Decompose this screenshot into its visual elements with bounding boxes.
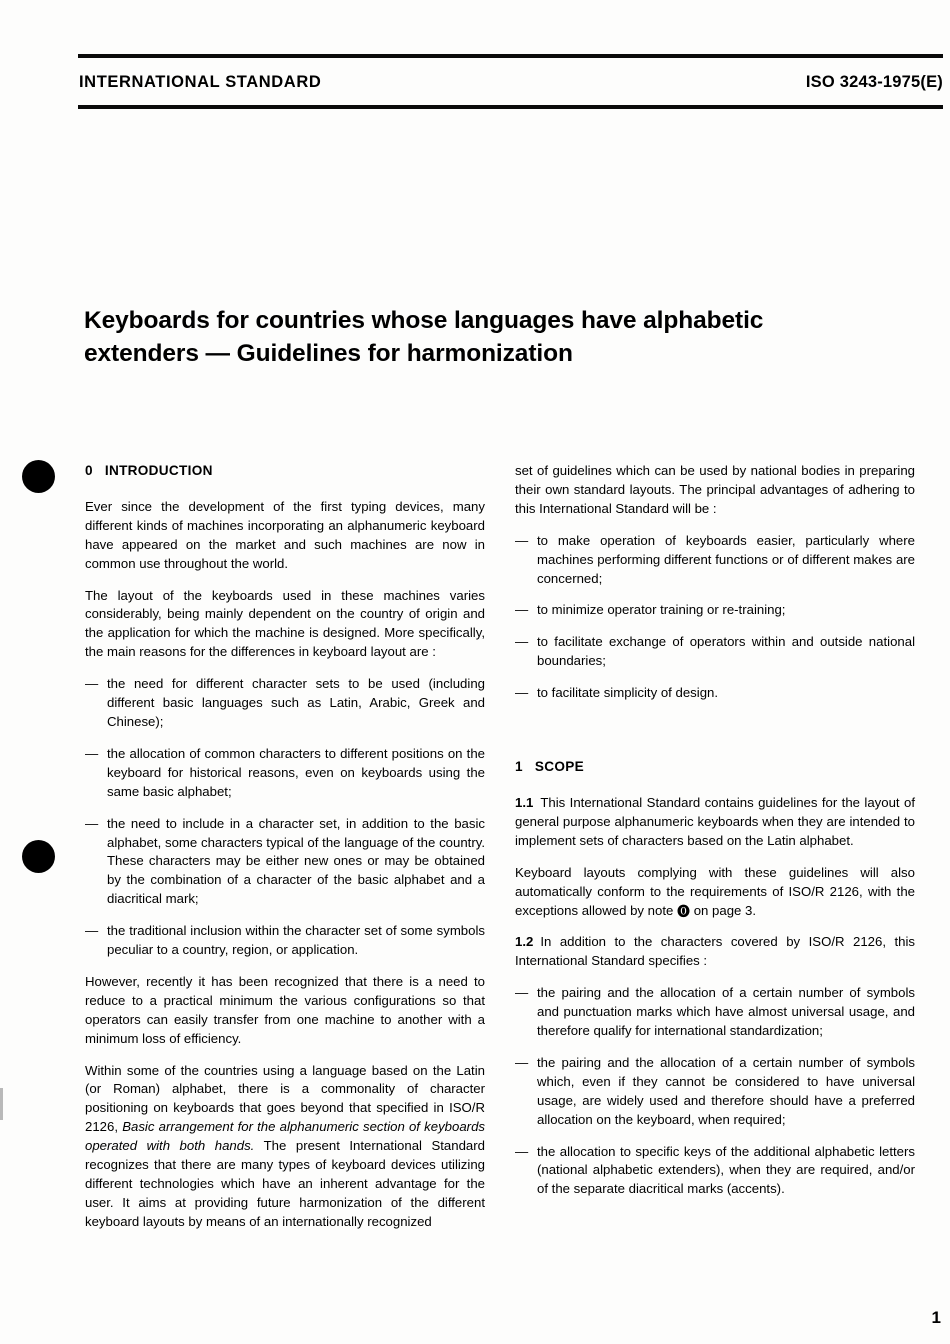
header-rule-bottom <box>78 105 943 109</box>
section-title-introduction: INTRODUCTION <box>104 463 213 478</box>
scope-conformance-part-2: on page 3. <box>690 902 757 918</box>
page-number: 1 <box>931 1308 941 1327</box>
advantage-bullet-3 <box>515 633 915 671</box>
intro-paragraph-3: However, recently it has been recognized that there is a need to reduce to a practical minimum the various configurations so that operators can easily transfer from one machine to another with a minimum loss of efficiency. <box>85 973 485 1046</box>
scope-bullet-1-text: the pairing and the allocation of a certain number of symbols and punctuation marks which have almost universal usage, and therefore qualify for international standardization; <box>537 985 915 1039</box>
margin-dot-lower <box>22 840 55 873</box>
dash-icon: — <box>515 1054 529 1070</box>
dash-icon: — <box>85 676 99 692</box>
clause-1-1-number: 1.1 <box>515 794 534 810</box>
right-column <box>515 462 915 1199</box>
page-edge-artifact <box>0 1088 3 1120</box>
header-standard-number: ISO 3243-1975(E) <box>805 73 943 91</box>
advantage-bullet-1 <box>515 532 915 589</box>
intro-bullet-2 <box>85 745 485 802</box>
dash-icon: — <box>515 634 529 650</box>
section-spacer <box>515 716 915 758</box>
clause-1-1 <box>515 794 915 851</box>
dash-icon: — <box>85 745 99 761</box>
section-number-1: 1 <box>515 759 523 775</box>
margin-dot-upper <box>22 460 55 493</box>
dash-icon: — <box>515 532 529 548</box>
advantage-bullet-2-text: to minimize operator training or re-training; <box>537 602 786 618</box>
advantage-bullet-3-text: to facilitate exchange of operators within and outside national boundaries; <box>537 634 915 669</box>
advantage-bullet-2 <box>515 601 915 620</box>
dash-icon: — <box>515 1143 529 1159</box>
scope-conformance-part-1: Keyboard layouts complying with these guidelines will also automatically conform to the requirements of ISO/R 2126, with the exceptions allowed by note <box>515 864 915 918</box>
clause-1-2 <box>515 933 915 971</box>
advantage-bullet-1-text: to make operation of keyboards easier, particularly where machines performing different functions or of different makes are concerned; <box>537 532 915 586</box>
scope-bullet-2-text: the pairing and the allocation of a certain number of symbols which, even if they cannot be considered to have universal usage, are widely used and therefore should have a preferred allocation on the keyboard, when required; <box>537 1054 915 1127</box>
intro-paragraph-4-part-1: Within some of the countries using a language based on the Latin (or Roman) alphabet, there is a commonality of character positioning on keyboards that goes beyond that specified in ISO/R 2126, <box>85 1062 485 1135</box>
scope-bullet-3 <box>515 1143 915 1200</box>
header-document-type: INTERNATIONAL STANDARD <box>79 73 322 91</box>
left-column <box>85 462 485 1232</box>
section-heading-introduction <box>85 462 485 481</box>
dash-icon: — <box>85 923 99 939</box>
intro-bullet-1 <box>85 675 485 732</box>
scope-bullet-1 <box>515 984 915 1041</box>
advantage-bullet-4-text: to facilitate simplicity of design. <box>537 685 719 701</box>
circled-six-note-icon: ⓿ <box>677 903 691 919</box>
intro-bullet-4 <box>85 922 485 960</box>
section-heading-scope <box>515 758 915 777</box>
referenced-standard-title: Basic arrangement for the alphanumeric section of keyboards operated with both hands. <box>85 1119 485 1154</box>
intro-bullet-4-text: the traditional inclusion within the character set of some symbols peculiar to a country, region, or application. <box>107 923 485 958</box>
dash-icon: — <box>515 985 529 1001</box>
intro-paragraph-4 <box>85 1062 485 1232</box>
intro-bullet-2-text: the allocation of common characters to different positions on the keyboard for historical reasons, even on keyboards using the same basic alphabet; <box>107 745 485 799</box>
intro-paragraph-4-part-2: The present International Standard recognizes that there are many types of keyboard devices utilizing different technologies which have an inherent advantage for the user. It aims at providing future harmonization of the different keyboard layouts by means of an internationally recognized <box>85 1138 485 1229</box>
header-rule-top <box>78 54 943 58</box>
clause-1-2-text: In addition to the characters covered by ISO/R 2126, this International Standard specifies : <box>515 934 915 969</box>
advantage-bullet-4 <box>515 684 915 703</box>
intro-bullet-3 <box>85 815 485 910</box>
dash-icon: — <box>515 685 529 701</box>
page-title: Keyboards for countries whose languages have alphabetic extenders — Guidelines for harmonization <box>84 307 764 368</box>
section-number-0: 0 <box>85 463 93 478</box>
clause-1-2-number: 1.2 <box>515 934 534 950</box>
intro-bullet-3-text: the need to include in a character set, in addition to the basic alphabet, some characters typical of the language of the country. These characters may be either new ones or may be obtained by the combination of a character of the basic alphabet and a diacritical mark; <box>107 815 485 907</box>
clause-1-1-text: This International Standard contains guidelines for the layout of general purpose alphanumeric keyboards when they are intended to implement sets of characters based on the Latin alphabet. <box>515 794 915 848</box>
intro-paragraph-1: Ever since the development of the first typing devices, many different kinds of machines incorporating an alphanumeric keyboard have appeared on the market and such machines are now in common use throughout the world. <box>85 498 485 571</box>
scope-conformance-paragraph <box>515 864 915 921</box>
intro-paragraph-2: The layout of the keyboards used in these machines varies considerably, being mainly dependent on the country of origin and the application for which the machine is designed. More specifically, the main reasons for the differences in keyboard layout are : <box>85 587 485 660</box>
scope-bullet-2 <box>515 1054 915 1130</box>
dash-icon: — <box>515 602 529 618</box>
intro-bullet-1-text: the need for different character sets to be used (including different basic languages such as Latin, Arabic, Greek and Chinese); <box>107 676 485 729</box>
dash-icon: — <box>85 815 99 831</box>
scope-bullet-3-text: the allocation to specific keys of the additional alphabetic letters (national alphabetic extenders), when they are required, and/or of the separate diacritical marks (accents). <box>537 1143 915 1197</box>
intro-continuation-paragraph: set of guidelines which can be used by national bodies in preparing their own standard layouts. The principal advantages of adhering to this International Standard will be : <box>515 463 915 516</box>
section-title-scope: SCOPE <box>534 759 584 775</box>
